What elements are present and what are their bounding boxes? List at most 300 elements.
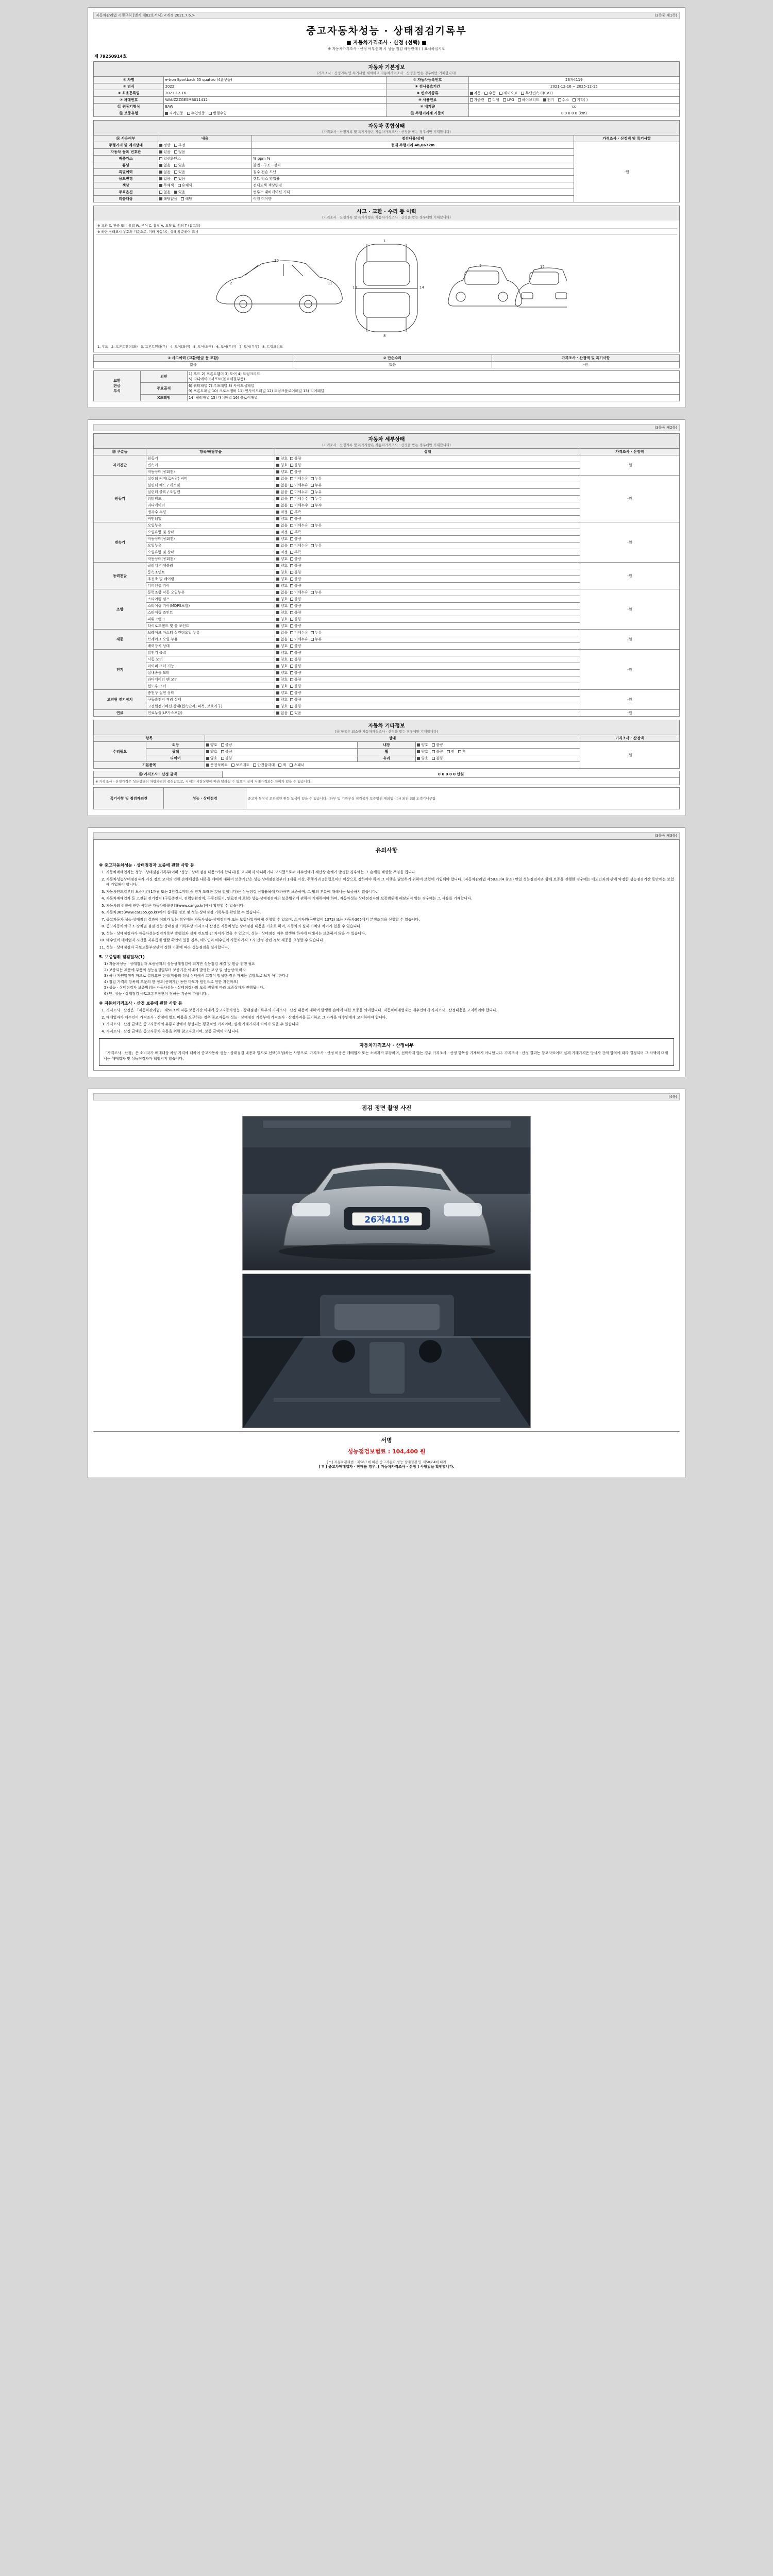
detail-option-미세누유[interactable]: 미세누유 xyxy=(290,523,308,528)
transmission-option-auto[interactable]: 자동 xyxy=(470,91,481,96)
notice-item: 4. 자동차매매업자 등 고전원 전기장치 (구동축전지, 전력변환장치, 구동전동기, 연료전지 포함) 성능·상태점검자의 보증범위에 관하여 기재하여야 하며, 자동차성능·상태점검자의 보증범위에 해당되지 않는 경우에는 그 사유를 기재합니다. xyxy=(106,896,674,902)
detail-option-없음[interactable]: 없음 xyxy=(276,710,288,716)
detail-option-양호[interactable]: 양호 xyxy=(276,650,288,655)
detail-part-label: 라디에이터 팬 모터 xyxy=(146,676,275,683)
basic-fuel-options xyxy=(468,97,679,104)
transmission-option-semi[interactable]: 세미오토 xyxy=(499,91,517,96)
detail-option-불량[interactable]: 불량 xyxy=(290,456,301,461)
basic-value-6: WAUZZZGE5MB011412 xyxy=(164,97,386,104)
detail-option-없음[interactable]: 없음 xyxy=(276,503,288,508)
detail-option-미세누수[interactable]: 미세누수 xyxy=(290,503,308,508)
detail-option-미세누유[interactable]: 미세누유 xyxy=(290,489,308,495)
page-subtitle: ■ 자동차가격조사 · 산정 (선택) ■ xyxy=(346,40,427,46)
detail-option-불량[interactable]: 불량 xyxy=(290,697,301,702)
detail-group-6-name: 전기 xyxy=(94,650,146,690)
basic-item-3[interactable]: 잭 xyxy=(278,762,286,768)
basic-item-0[interactable]: 운전석매트 xyxy=(206,762,228,768)
detail-part-options xyxy=(275,563,580,569)
table-row xyxy=(94,589,680,596)
detail-option-불량[interactable]: 불량 xyxy=(290,664,301,669)
detail-option-양호[interactable]: 양호 xyxy=(276,617,288,622)
fuel-option-gasoline[interactable]: 가솔린 xyxy=(470,97,484,103)
accident-col-0: ① 사고이력 (교환/판금 등 포함) xyxy=(94,355,293,362)
detail-option-누유[interactable]: 누유 xyxy=(311,489,322,495)
detail-option-없음[interactable]: 없음 xyxy=(276,543,288,548)
detail-option-없음[interactable]: 없음 xyxy=(276,483,288,488)
overall-row-2-opts xyxy=(158,156,252,162)
fuel-option-hybrid[interactable]: 하이브리드 xyxy=(518,97,540,103)
price-value: 0 0 0 0 0 만원 xyxy=(223,771,680,778)
tire-good[interactable]: 양호 xyxy=(206,756,217,761)
detail-group-4-name: 조향 xyxy=(94,589,146,630)
transmission-option-manual[interactable]: 수동 xyxy=(484,91,496,96)
detail-option-미세누유[interactable]: 미세누유 xyxy=(290,590,308,595)
transmission-option-cvt[interactable]: 무단변속기(CVT) xyxy=(521,91,552,96)
detail-part-options xyxy=(275,462,580,469)
basic-item-4[interactable]: 스패너 xyxy=(290,762,304,768)
detail-part-label: 윈도우 모터 xyxy=(146,683,275,690)
plate-opt-no[interactable]: 없음 xyxy=(174,149,186,155)
detail-option-누유[interactable]: 누유 xyxy=(311,630,322,635)
polish-good[interactable]: 양호 xyxy=(206,749,217,754)
basic-label-9: ⑩ 배기량 xyxy=(386,104,468,110)
overall-row-1-detail xyxy=(251,149,574,156)
overall-row-6-name: 색상 xyxy=(94,182,158,189)
detail-option-미세누유[interactable]: 미세누유 xyxy=(290,483,308,488)
detail-option-미세누유[interactable]: 미세누유 xyxy=(290,543,308,548)
overall-row-7-opts xyxy=(158,189,252,196)
tuning-opt-yes[interactable]: 있음 xyxy=(174,163,186,168)
detail-option-불량[interactable]: 불량 xyxy=(290,570,301,575)
detail-option-불량[interactable]: 불량 xyxy=(290,583,301,588)
detail-part-label: 실린더 블록 / 오일팬 xyxy=(146,489,275,496)
detail-option-불량[interactable]: 불량 xyxy=(290,623,301,629)
accident-col-2: 가격조사 · 산정액 및 특기사항 xyxy=(492,355,680,362)
detail-option-적정[interactable]: 적정 xyxy=(276,510,288,515)
basic-label-2: ③ 연식 xyxy=(94,83,164,90)
detail-part-options xyxy=(275,509,580,516)
exterior-good[interactable]: 양호 xyxy=(206,742,217,748)
detail-option-불량[interactable]: 불량 xyxy=(290,670,301,675)
section-overall-hint: (가격조사 · 산정기록 및 특기사항은 자동차가격조사 · 산정을 받는 경우에만 기재합니다) xyxy=(322,130,451,134)
detail-option-양호[interactable]: 양호 xyxy=(276,556,288,562)
warranty-option-self[interactable]: 자가인증 xyxy=(165,111,183,116)
page-subtitle-note: ※ 자동차가격조사 · 산정 여부선택 시 성능 점검 해당란에 ( ) 표시하십시오 xyxy=(328,47,445,51)
overall-row-7-name: 주요옵션 xyxy=(94,189,158,196)
wheel-rear[interactable]: 후 xyxy=(458,749,466,754)
table-row xyxy=(94,383,680,395)
price-note: ※ 가격조사 · 산정가격은 성능상태의 차량가격의 중심값으로, 시세는 시장상황에 따라 달라질 수 있으며 실제 거래가격과는 차이가 있을 수 있습니다. xyxy=(94,778,680,785)
detail-part-options xyxy=(275,482,580,489)
detail-option-양호[interactable]: 양호 xyxy=(276,456,288,461)
declaration-title: 자동차가격조사 · 산정여부 xyxy=(359,1043,414,1048)
history-opt-yes[interactable]: 있음 xyxy=(174,170,186,175)
detail-option-양호[interactable]: 양호 xyxy=(276,570,288,575)
detail-part-options xyxy=(275,529,580,536)
special-label: 특기사항 및 점검자의견 xyxy=(94,788,164,809)
overall-row-5-detail: 렌트 리스 영업용 xyxy=(251,176,574,182)
etc-col-2: 가격조사 · 산정액 xyxy=(580,735,679,742)
detail-option-양호[interactable]: 양호 xyxy=(276,664,288,669)
detail-part-label: 작동상태(공회전) xyxy=(146,536,275,543)
table-row xyxy=(94,77,680,83)
basic-item-1[interactable]: 보조매트 xyxy=(231,762,249,768)
detail-option-없음[interactable]: 없음 xyxy=(276,476,288,481)
detail-option-미세누유[interactable]: 미세누유 xyxy=(290,476,308,481)
basic-value-4: 2021-12-16 xyxy=(164,90,386,97)
detail-option-양호[interactable]: 양호 xyxy=(276,583,288,588)
detail-option-누수[interactable]: 누수 xyxy=(311,496,322,501)
detail-option-양호[interactable]: 양호 xyxy=(276,657,288,662)
overall-col-1: 내용 xyxy=(158,135,252,142)
detail-option-불량[interactable]: 불량 xyxy=(290,684,301,689)
page-number-label-3: (3쪽중 제3쪽) xyxy=(654,834,677,838)
etc-row-2-opts xyxy=(205,755,358,762)
detail-group-5-price: -원 xyxy=(580,630,679,650)
etc-row-0-name2: 내장 xyxy=(357,742,416,749)
detail-option-불량[interactable]: 불량 xyxy=(290,643,301,649)
detail-part-label: 등속조인트 xyxy=(146,569,275,576)
section-detail-hint: (가격조사 · 산정기록 및 특기사항은 자동차가격조사 · 산정을 받는 경우에만 기재합니다) xyxy=(322,443,451,447)
detail-part-label: 연료누출(LP가스포함) xyxy=(146,710,275,717)
vehicle-front-photo-svg xyxy=(243,1116,531,1270)
detail-table-body xyxy=(94,455,680,717)
exterior-bad[interactable]: 불량 xyxy=(221,742,232,748)
detail-part-options xyxy=(275,683,580,690)
notice-sub-item: 5) 성능 · 상태점검자 보증범위는 자동차성능 · 상태점검자의 보증 범위에 따라 보증절차가 진행됩니다. xyxy=(104,986,265,990)
detail-part-options xyxy=(275,630,580,636)
overall-opt-abnormal[interactable]: 부정 xyxy=(174,143,186,148)
fuel-option-other[interactable]: 기타( ) xyxy=(573,97,587,103)
overall-opt-normal[interactable]: 정상 xyxy=(159,143,171,148)
detail-option-불량[interactable]: 불량 xyxy=(290,677,301,682)
detail-option-불량[interactable]: 불량 xyxy=(290,617,301,622)
etc-row-0-opts xyxy=(205,742,358,749)
basic-value-2: 2022 xyxy=(164,83,386,90)
etc-col-1: 상태 xyxy=(205,735,580,742)
accident-value-1: 없음 xyxy=(293,362,492,368)
detail-option-불량[interactable]: 불량 xyxy=(290,516,301,521)
notice-subsection-number: 5. 보증범위 점검절차(1) xyxy=(99,955,145,959)
detail-option-미세누유[interactable]: 미세누유 xyxy=(290,637,308,642)
option-opt-yes[interactable]: 있음 xyxy=(174,190,186,195)
table-header-row xyxy=(94,735,680,742)
svg-text:12: 12 xyxy=(540,265,545,269)
detail-option-불량[interactable]: 불량 xyxy=(290,690,301,696)
detail-option-누유[interactable]: 누유 xyxy=(311,523,322,528)
price-table xyxy=(93,771,680,785)
detail-group-3-price: -원 xyxy=(580,563,679,589)
detail-option-양호[interactable]: 양호 xyxy=(276,677,288,682)
special-sub-label: 성능 · 상태점검 xyxy=(164,788,246,809)
detail-option-불량[interactable]: 불량 xyxy=(290,563,301,568)
sheet-page1 xyxy=(88,7,685,408)
detail-option-불량[interactable]: 불량 xyxy=(290,657,301,662)
detail-part-options xyxy=(275,455,580,462)
basic-info-table xyxy=(93,76,680,117)
detail-part-label: 워터펌프 xyxy=(146,496,275,502)
detail-option-없음[interactable]: 없음 xyxy=(276,590,288,595)
notice-item: 11. 성능 · 상태점검자 국토교통부장관이 정한 기준에 따라 성능점검을 실시합니다. xyxy=(106,945,674,951)
detail-option-양호[interactable]: 양호 xyxy=(276,697,288,702)
detail-option-양호[interactable]: 양호 xyxy=(276,643,288,649)
basic-value-1: 26자4119 xyxy=(468,77,679,83)
recall-opt-yes[interactable]: 해당 xyxy=(181,196,192,201)
detail-col-0: ⑮ 구분등 xyxy=(94,449,146,455)
car-diagram-area xyxy=(96,235,677,343)
footer-line-2: [ Y ] 중고차매매업자 · 판매를 경우, [ 자동차가격조사 · 산정 ] 사항입을 확인합니다. xyxy=(318,1465,455,1469)
fuel-option-lpg[interactable]: LPG xyxy=(503,98,514,102)
basic-value-3: 2021-12-16 ~ 2025-12-15 xyxy=(468,83,679,90)
detail-part-options xyxy=(275,643,580,650)
detail-option-없음[interactable]: 없음 xyxy=(276,523,288,528)
interior-good[interactable]: 양호 xyxy=(417,742,428,748)
detail-part-options xyxy=(275,496,580,502)
detail-group-7-price: -원 xyxy=(580,690,679,710)
detail-option-양호[interactable]: 양호 xyxy=(276,670,288,675)
detail-option-누유[interactable]: 누유 xyxy=(311,543,322,548)
detail-option-불량[interactable]: 불량 xyxy=(290,704,301,709)
detail-option-양호[interactable]: 양호 xyxy=(276,684,288,689)
detail-option-부족[interactable]: 부족 xyxy=(290,550,301,555)
detail-part-label: 원동기 xyxy=(146,455,275,462)
detail-group-1-price: -원 xyxy=(580,476,679,522)
notice-section-2: ※ 자동차가격조사 · 산정 보증에 관한 사항 등 xyxy=(99,1001,182,1006)
detail-option-누유[interactable]: 누유 xyxy=(311,476,322,481)
detail-option-누유[interactable]: 누유 xyxy=(311,590,322,595)
detail-option-양호[interactable]: 양호 xyxy=(276,690,288,696)
detail-option-양호[interactable]: 양호 xyxy=(276,536,288,541)
table-row xyxy=(94,630,680,636)
history-opt-no[interactable]: 없음 xyxy=(159,170,171,175)
detail-part-options xyxy=(275,670,580,676)
wheel-bad[interactable]: 불량 xyxy=(432,749,443,754)
color-opt-mono[interactable]: 무채색 xyxy=(159,183,174,188)
basic-label-7: ⑧ 변속기종류 xyxy=(386,90,468,97)
detail-part-options xyxy=(275,543,580,549)
section-etc-title: 자동차 기타정보 xyxy=(368,723,405,729)
table-row xyxy=(94,362,680,368)
plate-opt-yes[interactable]: 있음 xyxy=(159,149,171,155)
detail-part-options xyxy=(275,489,580,496)
accident-col-1: ② 단순수리 xyxy=(293,355,492,362)
recall-opt-none[interactable]: 해당없음 xyxy=(159,196,177,201)
notice-item: 1. 자동차매매업자는 성능 · 상태점검기록부(이하 "성능 · 상태 점검 내용"이라 합니다)를 고지하지 아니하거나 고지했으로써 매수인에게 재산상 손해가 발생한 경우에는 그 손해를 배상할 책임을 집니다. xyxy=(106,870,674,875)
table-row xyxy=(94,395,680,401)
detail-option-적정[interactable]: 적정 xyxy=(276,530,288,535)
detail-option-불량[interactable]: 불량 xyxy=(290,597,301,602)
section-accident-band xyxy=(93,206,680,221)
etc-row-3-name: 기본품목 xyxy=(94,762,205,769)
detail-part-options xyxy=(275,569,580,576)
detail-part-options xyxy=(275,636,580,643)
section-basic-info-band xyxy=(93,61,680,76)
detail-option-불량[interactable]: 불량 xyxy=(290,650,301,655)
usechange-opt-no[interactable]: 없음 xyxy=(159,176,171,181)
inspection-fee xyxy=(93,1446,680,1460)
tire-bad[interactable]: 불량 xyxy=(221,756,232,761)
notice-sublist xyxy=(99,961,674,996)
sheet-page3 xyxy=(88,827,685,1077)
detail-part-label: 동력조향 작동 오일누유 xyxy=(146,589,275,596)
detail-part-label: 오일유량 및 상태 xyxy=(146,549,275,556)
declaration-box xyxy=(99,1038,674,1066)
basic-item-2[interactable]: 안전삼각대 xyxy=(253,762,275,768)
notice-list-2 xyxy=(106,1008,674,1034)
table-row xyxy=(94,788,680,809)
detail-option-부족[interactable]: 부족 xyxy=(290,510,301,515)
svg-text:1: 1 xyxy=(383,239,386,243)
detail-part-label: 브레이크 마스터 실린더오일 누유 xyxy=(146,630,275,636)
basic-label-12: ⑬ 주행거리계 기준치 xyxy=(386,110,468,117)
detail-option-누유[interactable]: 누유 xyxy=(311,637,322,642)
wheel-good[interactable]: 양호 xyxy=(417,749,428,754)
frame-row-1-label: 주요골격 xyxy=(140,383,187,395)
etc-col-0: 항목 xyxy=(94,735,205,742)
declaration-body: 「가격조사 · 산정」은 소비자가 매매대상 차량 가격에 대하여 중고자동차 성능 · 상태점검 내용과 별도로 선택(요청)하는 사항으로, 가격조사 · 산정 비용은 매매업자 또는 소비자가 부담하며, 선택하지 않는 경우 가격조사 · 산정 항목을 기재하지 아니합니다. 가격조사 · 산정 결과는 참고자료이며 실제 거래가격은 당사자 간의 합의에 따라 결정되며 그 차액에 대해서는 매매업자 및 성능점검자가 책임지지 않습니다. xyxy=(104,1051,668,1061)
notice-list-1 xyxy=(106,870,674,950)
glass-bad[interactable]: 불량 xyxy=(432,756,443,761)
overall-row-5-name: 용도변경 xyxy=(94,176,158,182)
detail-option-양호[interactable]: 양호 xyxy=(276,610,288,615)
basic-label-6: ⑦ 차대번호 xyxy=(94,97,164,104)
detail-option-불량[interactable]: 불량 xyxy=(290,556,301,562)
detail-option-없음[interactable]: 없음 xyxy=(276,630,288,635)
detail-part-label: 브레이크 오일 누유 xyxy=(146,636,275,643)
detail-option-없음[interactable]: 없음 xyxy=(276,489,288,495)
polish-bad[interactable]: 불량 xyxy=(221,749,232,754)
table-row xyxy=(94,455,680,462)
detail-part-options xyxy=(275,469,580,476)
detail-option-미세누유[interactable]: 미세누유 xyxy=(290,630,308,635)
glass-good[interactable]: 양호 xyxy=(417,756,428,761)
detail-option-부족[interactable]: 부족 xyxy=(290,530,301,535)
overall-row-0-name: 주행거리 및 계기상태 xyxy=(94,142,158,149)
emission-co[interactable]: 일산화탄소 xyxy=(159,156,181,161)
detail-part-options xyxy=(275,576,580,583)
detail-option-누유[interactable]: 누유 xyxy=(311,483,322,488)
notice-item: 3. 자동차인도일부터 보증기간(1개월 또는 2천킬로미터 중 먼저 도래한 것을 말합니다)은 성능점검 신청품목에 대하여만 보증하며, 그 밖의 부분에 대해서는 보증하지 않습니다. xyxy=(106,889,674,895)
panel-label-list: 1. 후드 2. 프론트휀더(좌) 3. 프론트휀더(우) 4. 도어(좌전) 5. 도어(좌후) 6. 도어(우전) 7. 도어(우후) 8. 트렁크리드 xyxy=(97,345,283,349)
detail-option-양호[interactable]: 양호 xyxy=(276,623,288,629)
frame-group-label: 교환 판금 부식 xyxy=(94,371,141,401)
detail-option-불량[interactable]: 불량 xyxy=(290,603,301,608)
detail-group-8-name: 연료 xyxy=(94,710,146,717)
detail-option-양호[interactable]: 양호 xyxy=(276,469,288,474)
basic-label-3: ④ 검사유효기간 xyxy=(386,83,468,90)
table-row xyxy=(94,690,680,697)
detail-part-options xyxy=(275,663,580,670)
detail-part-label: 오일누유 xyxy=(146,543,275,549)
detail-option-양호[interactable]: 양호 xyxy=(276,704,288,709)
usechange-opt-yes[interactable]: 있음 xyxy=(174,176,186,181)
detail-part-options xyxy=(275,650,580,656)
detail-col-2: 상태 xyxy=(275,449,580,455)
detail-part-label: 시동 모터 xyxy=(146,656,275,663)
fuel-option-diesel[interactable]: 디젤 xyxy=(488,97,499,103)
detail-option-양호[interactable]: 양호 xyxy=(276,597,288,602)
overall-row-6-detail: 전체도색 색상변경 xyxy=(251,182,574,189)
wheel-front[interactable]: 전 xyxy=(447,749,455,754)
color-opt-chroma[interactable]: 유채색 xyxy=(178,183,192,188)
fuel-option-hydrogen[interactable]: 수소 xyxy=(558,97,569,103)
frame-row-0-label: 외판 xyxy=(140,371,187,383)
warranty-option-import[interactable]: 수입인증 xyxy=(187,111,205,116)
table-row xyxy=(94,97,680,104)
detail-option-양호[interactable]: 양호 xyxy=(276,463,288,468)
etc-row-2-opts2 xyxy=(416,755,580,762)
etc-row-1-opts2 xyxy=(416,749,580,755)
detail-option-누수[interactable]: 누수 xyxy=(311,503,322,508)
interior-bad[interactable]: 불량 xyxy=(432,742,443,748)
frame-row-2-values: 14) 필러패널 15) 대쉬패널 16) 플로어패널 xyxy=(187,395,679,401)
detail-option-불량[interactable]: 불량 xyxy=(290,610,301,615)
detail-option-불량[interactable]: 불량 xyxy=(290,577,301,582)
overall-row-3-name: 튜닝 xyxy=(94,162,158,169)
detail-part-options xyxy=(275,609,580,616)
detail-option-없음[interactable]: 없음 xyxy=(276,496,288,501)
overall-row-2-detail: % ppm % xyxy=(251,156,574,162)
detail-option-있음[interactable]: 있음 xyxy=(290,710,301,716)
sheet-page4 xyxy=(88,1089,685,1478)
detail-option-양호[interactable]: 양호 xyxy=(276,563,288,568)
table-header-row xyxy=(94,355,680,362)
etc-row-2-name2: 유리 xyxy=(357,755,416,762)
notice-sub-item: 6) 단, 성능 · 상태점검 국토교통부장관이 정하는 기준에 따릅니다. xyxy=(104,991,208,996)
detail-option-양호[interactable]: 양호 xyxy=(276,603,288,608)
etc-row-1-opts xyxy=(205,749,358,755)
page-number-label-4: (4쪽) xyxy=(668,1095,677,1099)
detail-option-양호[interactable]: 양호 xyxy=(276,516,288,521)
overall-row-4-detail: 침수 전손 도난 xyxy=(251,169,574,176)
notice-item: 7. 중고자동차 성능·상태점검 결과에 이의가 있는 경우에는 자동차성능·상태점검자 또는 보험사업자에게 신청할 수 있으며, 소비자원(국번없이 1372) 또는 자동차365에서 분쟁조정을 신청할 수 있습니다. xyxy=(106,917,674,923)
notice-item: 10. 매수인이 매매업자 시간을 자유롭게 열람 확인이 있을 경우, 매도인과 매수인이 자동차가격 조사·산정 관련 정보 제공을 요청할 수 있습니다. xyxy=(106,938,674,943)
notice-item-2: 1. 가격조사 · 산정은 「자동차관리법」 제58조에 따른 보증기간 이내에 중고자동차성능 · 상태점검기록부의 가격조사 · 산정 내용에 대하여 발생한 손해에 대한 보증을 의미합니다. 자동차매매업자는 매수인에게 가격조사 · 산정내용을 고지하여야 합니다. xyxy=(106,1008,674,1013)
option-opt-no[interactable]: 없음 xyxy=(159,190,171,195)
warranty-option-parallel[interactable]: 병행수입 xyxy=(209,111,227,116)
detail-part-label: 스티어링 펌프 xyxy=(146,596,275,603)
detail-option-불량[interactable]: 불량 xyxy=(290,469,301,474)
overall-row-8-detail: 이행 미이행 xyxy=(251,196,574,202)
detail-option-양호[interactable]: 양호 xyxy=(276,577,288,582)
page-number-label: (3쪽중 제1쪽) xyxy=(654,13,677,18)
detail-col-1: 항목/해당부품 xyxy=(146,449,275,455)
detail-part-label: 디퍼렌셜 기어 xyxy=(146,583,275,589)
frame-row-1-values xyxy=(187,383,679,395)
overall-row-1-name: 자동차 등록 번호판 xyxy=(94,149,158,156)
overall-price-note: -원 xyxy=(574,142,680,202)
detail-part-label: 실내송풍 모터 xyxy=(146,670,275,676)
detail-option-없음[interactable]: 없음 xyxy=(276,637,288,642)
detail-option-불량[interactable]: 불량 xyxy=(290,463,301,468)
etc-row-0-name: 외장 xyxy=(146,742,205,749)
detail-part-options xyxy=(275,476,580,482)
fuel-option-electric[interactable]: 전기 xyxy=(543,97,554,103)
tuning-opt-no[interactable]: 없음 xyxy=(159,163,171,168)
detail-option-적정[interactable]: 적정 xyxy=(276,550,288,555)
detail-option-불량[interactable]: 불량 xyxy=(290,536,301,541)
vehicle-underbody-photo-svg xyxy=(243,1274,531,1428)
detail-part-label: 커먼레일 xyxy=(146,516,275,522)
etc-row-3-opts xyxy=(205,762,580,769)
overall-row-5-opts xyxy=(158,176,252,182)
section-basic-info-hint: (가격조사 · 산정기록 및 특기사항 제외하고 자동차가격조사 · 산정을 받는 경우에만 기재합니다) xyxy=(316,71,457,75)
basic-value-12: 0 0 0 0 0 (km) xyxy=(468,110,679,117)
table-row xyxy=(94,142,680,149)
detail-option-미세누수[interactable]: 미세누수 xyxy=(290,496,308,501)
notice-item: 8. 중고자동차의 구조·장치별 점검·성능 상태점검 기록부상 가격조사·산정은 자동차성능·상태점검 내용을 기초로 하며, 자동차의 실제 가치와 차이가 있을 수 있습니다. xyxy=(106,924,674,929)
license-plate-text: 26자4119 xyxy=(364,1215,410,1225)
